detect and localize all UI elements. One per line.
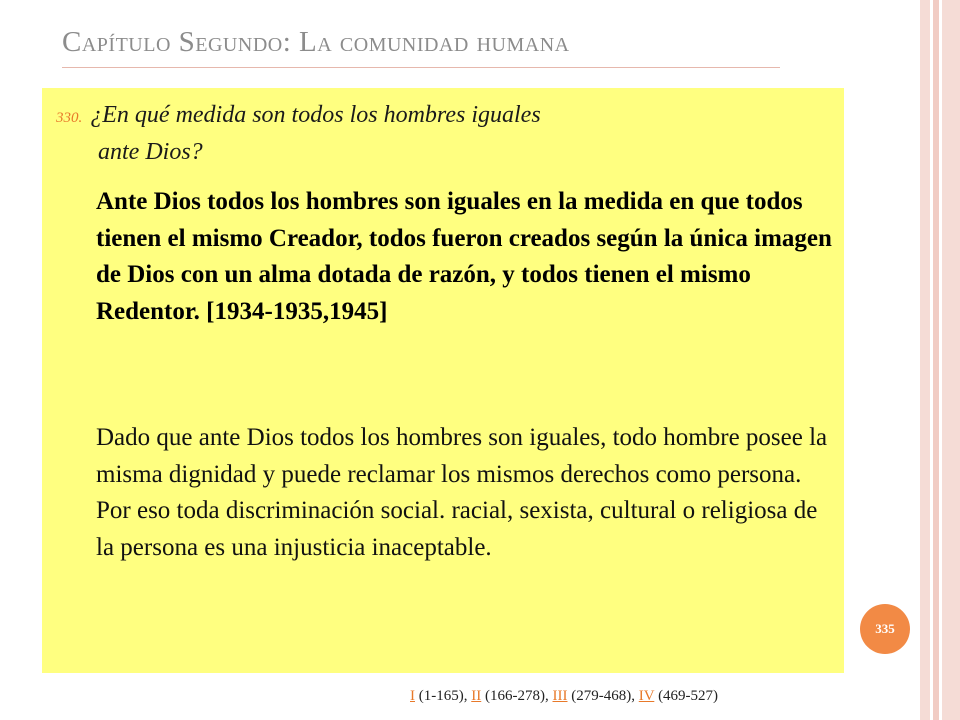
title-divider bbox=[62, 67, 780, 68]
question-text-line2: ante Dios? bbox=[98, 139, 203, 165]
footer-link-part-2[interactable]: II bbox=[471, 688, 482, 704]
footer-range-part-4: (469-527) bbox=[658, 688, 719, 704]
stripe bbox=[920, 0, 930, 720]
footer-link-part-1[interactable]: I bbox=[410, 688, 415, 704]
footer-range-part-3: (279-468), bbox=[571, 688, 635, 704]
page-number-badge: 335 bbox=[860, 604, 910, 654]
slide-title: Capítulo Segundo: La comunidad humana bbox=[62, 26, 570, 58]
stripe bbox=[942, 0, 960, 720]
question-text-line1: ¿En qué medida son todos los hombres iguales bbox=[90, 102, 541, 128]
footer-range-part-1: (1-165), bbox=[418, 688, 468, 704]
comment-text: Dado que ante Dios todos los hombres son iguales, todo hombre posee la misma dignidad y puede reclamar los mismos derechos como persona. Por eso toda discriminación social. racial, sexista, cultural o religiosa de la persona es una injusticia inaceptable. bbox=[96, 424, 828, 561]
footer-range-part-2: (166-278), bbox=[485, 688, 549, 704]
question-number: 330. bbox=[56, 110, 83, 126]
footer-nav bbox=[410, 688, 718, 705]
footer-link-part-4[interactable]: IV bbox=[638, 688, 655, 704]
question bbox=[56, 98, 816, 169]
decorative-side-stripes bbox=[920, 0, 960, 720]
footer-link-part-3[interactable]: III bbox=[552, 688, 568, 704]
content-panel bbox=[42, 88, 844, 673]
answer-text: Ante Dios todos los hombres son iguales en la medida en que todos tienen el mismo Creador, todos fueron creados según la única imagen de Dios con un alma dotada de razón, y todos tienen el mismo Redentor. [1934-1935,1945] bbox=[96, 188, 832, 325]
